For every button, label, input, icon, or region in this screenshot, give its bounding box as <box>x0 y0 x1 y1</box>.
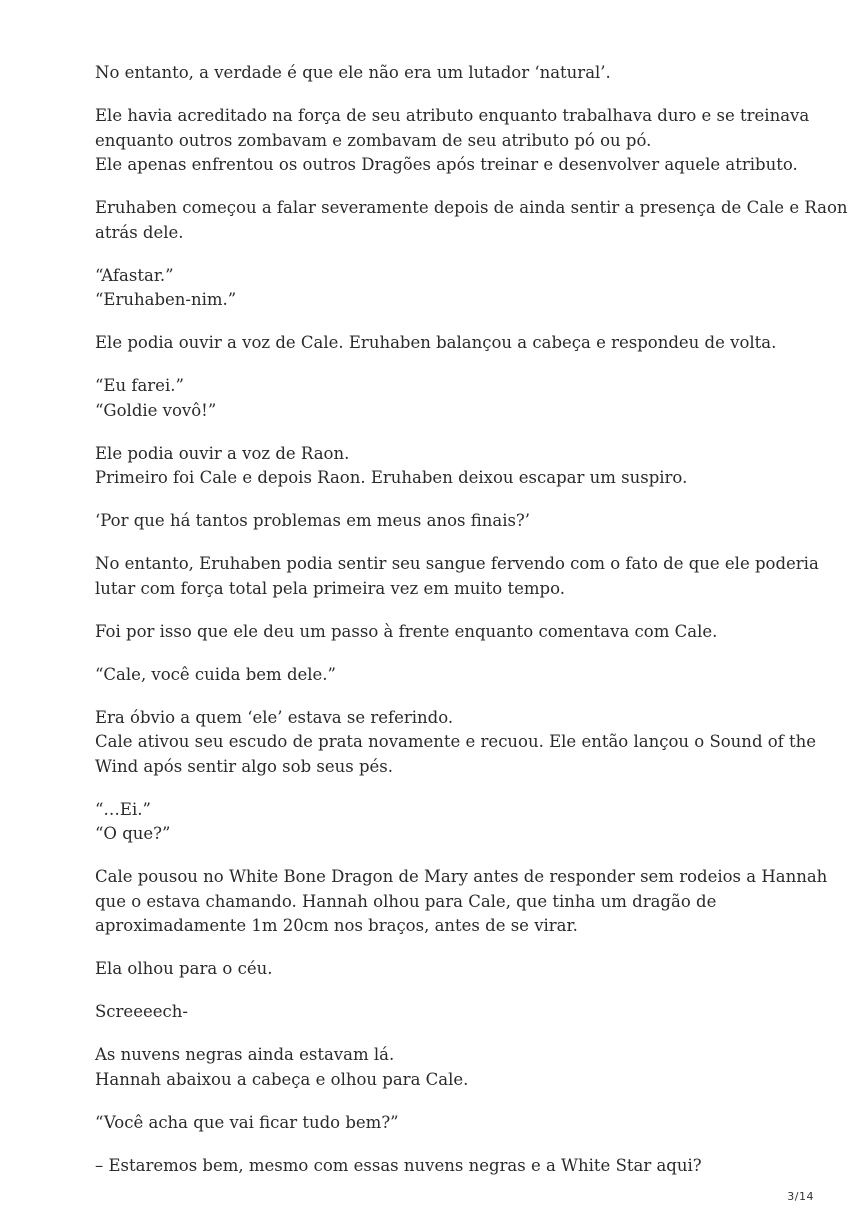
paragraph <box>95 706 817 780</box>
text-line: “Afastar.” <box>95 265 174 285</box>
text-line: “Eu farei.” <box>95 376 184 395</box>
text-line: lutar com força total pela primeira vez em muito tempo. <box>95 578 565 598</box>
paragraph <box>95 61 795 86</box>
text-line: “…Ei.” <box>95 799 151 819</box>
text-line: As nuvens negras ainda estavam lá. <box>95 1045 395 1064</box>
text-line: “Goldie vovô!” <box>95 400 217 420</box>
text-line: – Estaremos bem, mesmo com essas nuvens negras e a White Star aqui? <box>95 1155 702 1175</box>
paragraph <box>95 264 795 313</box>
paragraph <box>95 865 828 939</box>
text-line: Ela olhou para o céu. <box>95 959 273 978</box>
text-line: Screeeech- <box>95 1002 188 1021</box>
text-line: enquanto outros zombavam e zombavam de seu atributo pó ou pó. <box>95 130 652 150</box>
text-line: Ele podia ouvir a voz de Raon. <box>95 443 350 463</box>
text-line: Primeiro foi Cale e depois Raon. Eruhaben deixou escapar um suspiro. <box>95 468 688 487</box>
text-line: Ele apenas enfrentou os outros Dragões após treinar e desenvolver aquele atributo. <box>95 155 798 174</box>
paragraph <box>95 957 795 982</box>
text-line: Hannah abaixou a cabeça e olhou para Cale. <box>95 1069 469 1089</box>
text-line: Ele havia acreditado na força de seu atributo enquanto trabalhava duro e se treinava <box>95 106 810 125</box>
paragraph <box>95 1000 795 1025</box>
text-line: Cale pousou no White Bone Dragon de Mary antes de responder sem rodeios a Hannah <box>95 867 828 886</box>
text-line: “O que?” <box>95 824 171 843</box>
paragraph <box>95 331 795 356</box>
paragraph <box>95 1111 795 1136</box>
text-line: atrás dele. <box>95 222 184 242</box>
paragraph <box>95 509 795 534</box>
text-line: Cale ativou seu escudo de prata novamente e recuou. Ele então lançou o Sound of the <box>95 732 817 751</box>
paragraph <box>95 104 810 178</box>
page-number: 3/14 <box>787 1190 814 1203</box>
paragraph <box>95 620 795 645</box>
text-line: Foi por isso que ele deu um passo à frente enquanto comentava com Cale. <box>95 621 718 641</box>
text-line: Ele podia ouvir a voz de Cale. Eruhaben balançou a cabeça e respondeu de volta. <box>95 333 777 352</box>
text-line: Era óbvio a quem ‘ele’ estava se referindo. <box>95 707 454 727</box>
paragraph <box>95 1154 795 1179</box>
paragraph <box>95 374 795 423</box>
text-line: “Eruhaben-nim.” <box>95 290 237 309</box>
text-line: aproximadamente 1m 20cm nos braços, antes de se virar. <box>95 916 578 935</box>
text-line: ‘Por que há tantos problemas em meus anos finais?’ <box>95 511 531 530</box>
paragraph <box>95 442 795 491</box>
text-line: No entanto, Eruhaben podia sentir seu sangue fervendo com o fato de que ele poderia <box>95 554 819 573</box>
text-line: Wind após sentir algo sob seus pés. <box>95 756 393 776</box>
paragraph <box>95 798 795 847</box>
text-line: “Cale, você cuida bem dele.” <box>95 664 336 684</box>
paragraph <box>95 196 848 245</box>
text-line: que o estava chamando. Hannah olhou para Cale, que tinha um dragão de <box>95 891 717 911</box>
text-line: No entanto, a verdade é que ele não era um lutador ‘natural’. <box>95 63 611 82</box>
text-line: “Você acha que vai ficar tudo bem?” <box>95 1112 399 1132</box>
paragraph <box>95 552 819 601</box>
text-line: Eruhaben começou a falar severamente depois de ainda sentir a presença de Cale e Raon <box>95 198 848 217</box>
paragraph <box>95 663 795 688</box>
paragraph <box>95 1043 795 1092</box>
